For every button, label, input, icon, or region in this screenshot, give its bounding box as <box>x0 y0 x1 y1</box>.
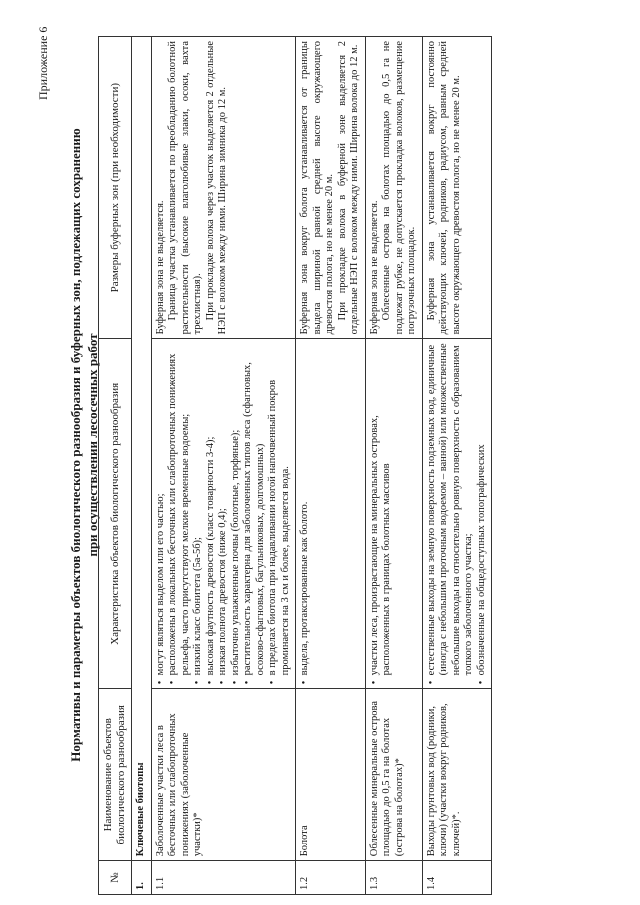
buffer-paragraph: При прокладке волока в буферной зоне выделяется 2 отдельные НЭП с волоком между ними. Ширина волока до 12 м. <box>336 41 360 335</box>
object-characteristics <box>151 339 296 689</box>
title-line-1: Нормативы и параметры объектов биологического разнообразия и буферных зон, подлежащих сохранению <box>68 128 83 762</box>
buffer-zone <box>151 37 296 339</box>
object-characteristics <box>422 339 492 689</box>
characteristic-item: • могут являться выделом или его частью; <box>155 343 168 684</box>
section-num: 1. <box>132 861 152 895</box>
buffer-zone <box>296 37 366 339</box>
characteristics-list <box>426 343 489 684</box>
header-name: Наименование объектов биологического разнообразия <box>99 689 132 861</box>
table-row <box>422 37 492 895</box>
object-characteristics <box>296 339 366 689</box>
characteristic-item: • высокая фаутность древостоя (класс товарности 3-4); <box>205 343 218 684</box>
section-label: Ключевые биотопы <box>132 37 152 861</box>
buffer-zone <box>422 37 492 339</box>
buffer-paragraph: При прокладке волока через участок выделяется 2 отдельные НЭП с волоком между ними. Ширина зимника до 12 м. <box>204 41 228 335</box>
header-characteristics: Характеристика объектов биологического разнообразия <box>99 339 132 689</box>
characteristic-item: • естественные выходы на земную поверхность подземных вод, единичные (иногда с небольшим проточным водоемом – ванной) или множественные небольшие выходы на относительно ровную поверхность с образованием топкого заболоченного участка; <box>426 343 476 684</box>
characteristic-item: • выдела, протаксированные как болото. <box>299 343 312 684</box>
characteristic-item: • расположены в локальных бесточных или слабопроточных понижениях рельефа, часто присутствуют мелкие временные водоемы; <box>167 343 192 684</box>
characteristic-item: • обозначенные на общедоступных топографических <box>476 343 489 684</box>
characteristic-item: • растительность характерна для заболоченных типов леса (сфагновых, осоково-сфагновых, багульниковых, долгомошных) <box>242 343 267 684</box>
object-characteristics <box>365 339 422 689</box>
characteristic-item: • низкая полнота древостоя (ниже 0,4); <box>217 343 230 684</box>
header-num: № <box>99 861 132 895</box>
characteristics-list <box>369 343 394 684</box>
row-number: 1.1 <box>151 861 296 895</box>
characteristics-list <box>155 343 293 684</box>
table-row <box>151 37 296 895</box>
object-name: Болота <box>296 689 366 861</box>
buffer-paragraph: Буферная зона вокруг болота устанавливается от границы выдела шириной равной средней высоте окружающего древостоя полога, но не менее 20 м. <box>299 41 335 335</box>
buffer-paragraph: Буферная зона не выделяется. <box>368 200 380 335</box>
appendix-label: Приложение 6 <box>36 26 50 100</box>
characteristic-item: • низкий класс бонитета (5а-5б); <box>192 343 205 684</box>
buffer-paragraph: Буферная зона не выделяется. <box>154 200 166 335</box>
object-name: Выходы грунтовых вод (родники, ключи) (участки вокруг родников, ключей)*. <box>422 689 492 861</box>
object-name: Заболоченные участки леса в бесточных или слабопроточных понижениях (заболоченные участки)* <box>151 689 296 861</box>
characteristic-item: • избыточно увлажненные почвы (болотные, торфяные); <box>230 343 243 684</box>
row-number: 1.3 <box>365 861 422 895</box>
header-buffer: Размеры буферных зон (при необходимости) <box>99 37 132 339</box>
table-row <box>365 37 422 895</box>
row-number: 1.4 <box>422 861 492 895</box>
buffer-paragraph: Граница участка устанавливается по преобладанию болотной растительности (высокие влаголюбивые злаки, осоки, вахта трехлистная). <box>167 41 203 335</box>
row-number: 1.2 <box>296 861 366 895</box>
object-name: Облесенные минеральные острова площадью до 0,5 га на болотах (острова на болотах)* <box>365 689 422 861</box>
buffer-zone <box>365 37 422 339</box>
characteristics-list <box>299 343 312 684</box>
norms-table <box>98 36 492 895</box>
title-line-2: при осуществлении лесосечных работ <box>85 333 100 557</box>
table-row <box>296 37 366 895</box>
characteristic-item: • участки леса, произрастающие на минеральных островах, расположенных в границах болотных массивов <box>369 343 394 684</box>
table-header-row <box>99 37 132 895</box>
characteristic-item: • в пределах биотопа при надавливании ногой напочвенный покров проминается на 3 см и более, выделяется вода. <box>267 343 292 684</box>
section-row <box>132 37 152 895</box>
document-title <box>67 85 101 805</box>
buffer-paragraph: Буферная зона устанавливается вокруг постоянно действующих ключей, родников, радиусом, равным средней высоте окружающего древостоя полога, но не менее 20 м. <box>425 41 462 335</box>
buffer-paragraph: Облесенные острова на болотах площадью до 0,5 га не подлежат рубке, не допускается прокладка волоков, размещение погрузочных площадок. <box>381 41 417 335</box>
